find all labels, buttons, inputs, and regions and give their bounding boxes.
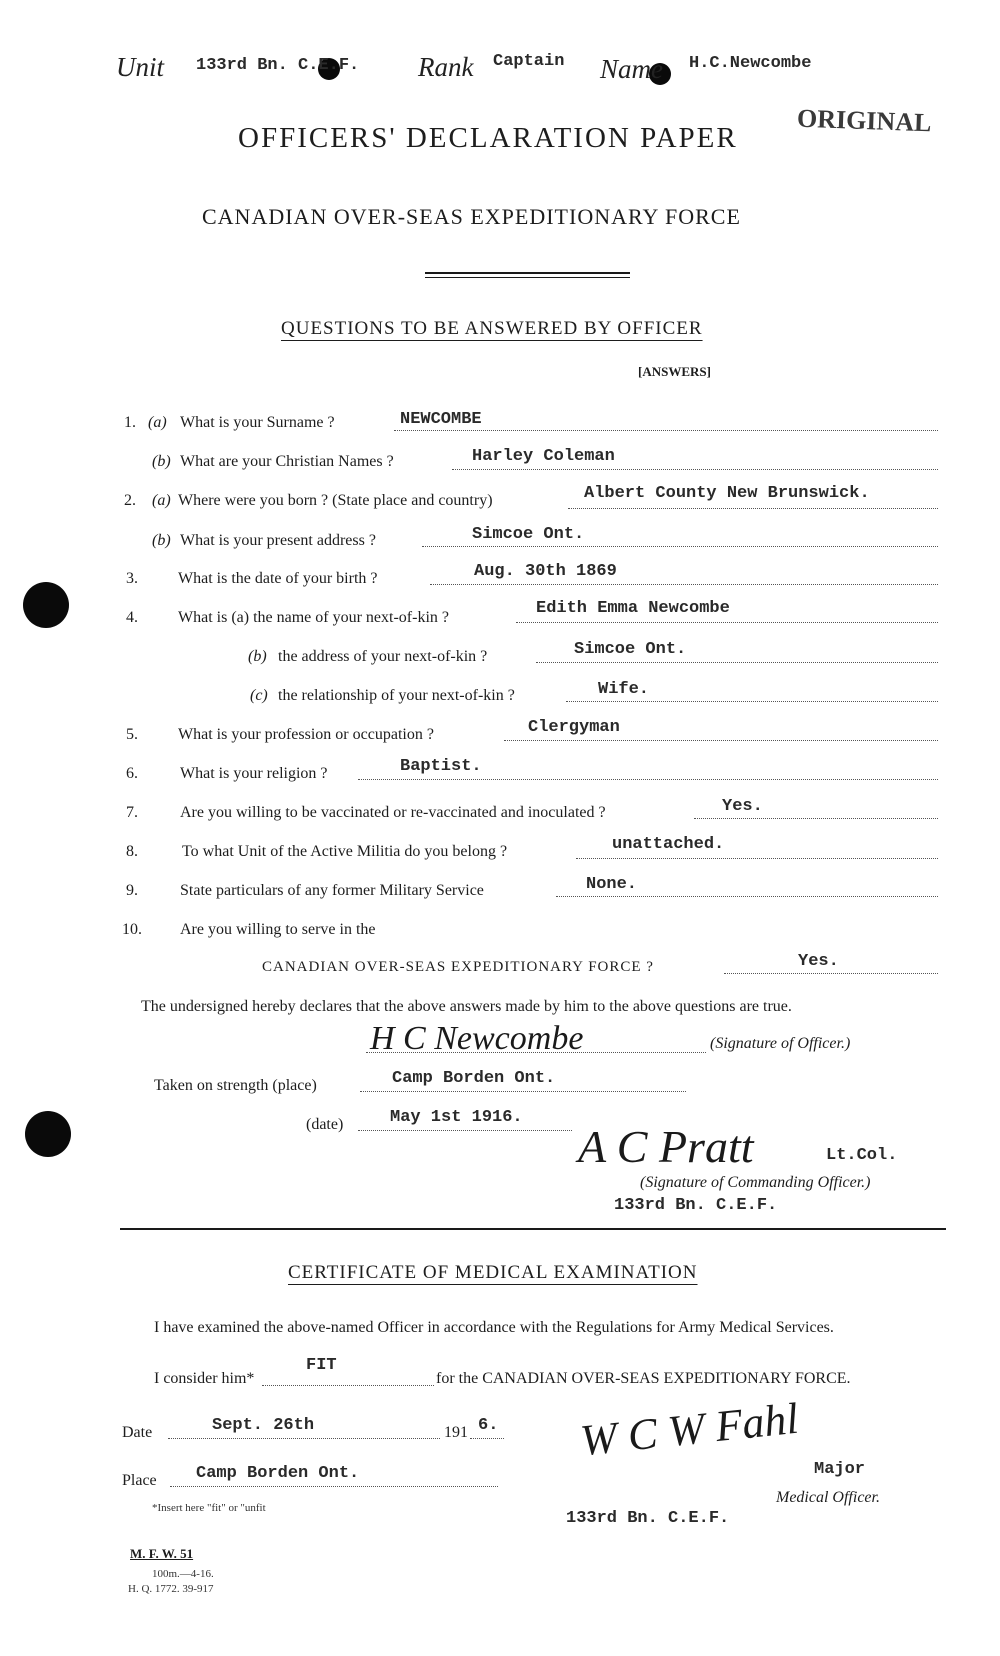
strength-place-line xyxy=(360,1091,686,1092)
exam-place-line xyxy=(170,1486,498,1487)
answer-surname: NEWCOMBE xyxy=(400,410,482,429)
question-num: 8. xyxy=(126,843,138,860)
question-sub: (a) xyxy=(148,414,167,431)
answer-line xyxy=(358,779,938,780)
questions-heading: QUESTIONS TO BE ANSWERED BY OFFICER xyxy=(281,318,703,339)
medical-officer-unit: 133rd Bn. C.E.F. xyxy=(566,1509,730,1528)
answer-address: Simcoe Ont. xyxy=(472,525,585,544)
answer-line xyxy=(694,818,938,819)
exam-year-suffix: 6. xyxy=(478,1416,499,1435)
answer-militia-unit: unattached. xyxy=(612,835,725,854)
name-label: Name xyxy=(600,54,663,84)
answer-kin-address: Simcoe Ont. xyxy=(574,640,687,659)
answer-line xyxy=(724,973,938,974)
question-sub: (b) xyxy=(152,532,171,549)
answer-line xyxy=(430,584,938,585)
co-rank: Lt.Col. xyxy=(826,1146,898,1165)
question-num: 6. xyxy=(126,765,138,782)
officer-signature-label: (Signature of Officer.) xyxy=(710,1035,851,1052)
answer-vaccinated: Yes. xyxy=(722,797,763,816)
unit-value: 133rd Bn. C.E.F. xyxy=(196,56,360,75)
question-num: 3. xyxy=(126,570,138,587)
title-divider-2 xyxy=(425,277,630,278)
question-text: To what Unit of the Active Militia do you belong ? xyxy=(182,843,508,860)
question-num: 5. xyxy=(126,726,138,743)
strength-date-label: (date) xyxy=(306,1116,344,1133)
co-unit: 133rd Bn. C.E.F. xyxy=(614,1196,778,1215)
title-divider-1 xyxy=(425,272,630,274)
answer-line xyxy=(536,662,938,663)
question-sub: (b) xyxy=(152,453,171,470)
answer-line xyxy=(452,469,938,470)
answer-line xyxy=(568,508,938,509)
answer-line xyxy=(516,622,938,623)
name-value: H.C.Newcombe xyxy=(689,54,812,73)
unit-label: Unit xyxy=(116,52,165,82)
answer-line xyxy=(422,546,938,547)
question-text: What are your Christian Names ? xyxy=(180,453,394,470)
consider-suffix: for the CANADIAN OVER-SEAS EXPEDITIONARY FORCE. xyxy=(436,1370,851,1387)
co-signature: A C Pratt xyxy=(578,1121,754,1172)
co-signature-label: (Signature of Commanding Officer.) xyxy=(640,1174,871,1191)
q10-force-line: CANADIAN OVER-SEAS EXPEDITIONARY FORCE ? xyxy=(262,959,654,975)
consider-label: I consider him* xyxy=(154,1370,255,1387)
answer-next-of-kin: Edith Emma Newcombe xyxy=(536,599,730,618)
form-code: M. F. W. 51 xyxy=(130,1546,194,1561)
declaration-text: The undersigned hereby declares that the above answers made by him to the above questions are true. xyxy=(141,998,792,1015)
fit-footnote: *Insert here "fit" or "unfit xyxy=(152,1502,266,1514)
question-text: What is (a) the name of your next-of-kin ? xyxy=(178,609,450,626)
strength-label: Taken on strength (place) xyxy=(154,1077,317,1094)
question-sub: (b) xyxy=(248,648,267,665)
consider-value: FIT xyxy=(306,1356,337,1375)
exam-place-label: Place xyxy=(122,1472,157,1489)
exam-date: Sept. 26th xyxy=(212,1416,315,1435)
medical-heading: CERTIFICATE OF MEDICAL EXAMINATION xyxy=(288,1262,698,1283)
question-sub: (a) xyxy=(152,492,171,509)
medical-officer-label: Medical Officer. xyxy=(776,1489,880,1506)
rank-label: Rank xyxy=(418,52,474,82)
exam-year-line xyxy=(470,1438,504,1439)
question-text: the address of your next-of-kin ? xyxy=(278,648,488,665)
answer-line xyxy=(504,740,938,741)
exam-date-label: Date xyxy=(122,1424,153,1441)
strength-date: May 1st 1916. xyxy=(390,1108,523,1127)
medical-officer-signature: W C W Fahl xyxy=(578,1393,801,1466)
form-hq-ref: H. Q. 1772. 39-917 xyxy=(128,1583,214,1595)
form-print-run: 100m.—4-16. xyxy=(152,1568,214,1580)
question-num: 4. xyxy=(126,609,138,626)
punch-hole-bottom xyxy=(25,1111,71,1157)
answer-line xyxy=(566,701,938,702)
exam-place: Camp Borden Ont. xyxy=(196,1464,360,1483)
exam-date-line xyxy=(168,1438,440,1439)
answer-former-service: None. xyxy=(586,875,638,894)
question-text: the relationship of your next-of-kin ? xyxy=(278,687,515,704)
original-stamp: ORIGINAL xyxy=(796,103,932,138)
strength-date-line xyxy=(358,1130,572,1131)
answer-willing-to-serve: Yes. xyxy=(798,952,839,971)
strength-place: Camp Borden Ont. xyxy=(392,1069,556,1088)
officer-signature: H C Newcombe xyxy=(370,1020,584,1057)
question-num: 10. xyxy=(122,921,142,938)
question-text: State particulars of any former Military Service xyxy=(180,882,484,899)
page-title: OFFICERS' DECLARATION PAPER xyxy=(238,122,738,154)
question-text: What is your religion ? xyxy=(180,765,328,782)
medical-officer-rank: Major xyxy=(814,1460,866,1479)
answer-line xyxy=(576,858,938,859)
question-text: Are you willing to serve in the xyxy=(180,921,376,938)
question-num: 9. xyxy=(126,882,138,899)
answer-religion: Baptist. xyxy=(400,757,482,776)
question-text: Where were you born ? (State place and country) xyxy=(178,492,493,509)
answer-birth-date: Aug. 30th 1869 xyxy=(474,562,617,581)
medical-statement: I have examined the above-named Officer in accordance with the Regulations for Army Medical Services. xyxy=(154,1319,834,1336)
punch-hole-top xyxy=(23,582,69,628)
consider-line xyxy=(262,1385,434,1386)
answer-kin-relationship: Wife. xyxy=(598,680,650,699)
question-text: Are you willing to be vaccinated or re-vaccinated and inoculated ? xyxy=(180,804,606,821)
question-text: What is the date of your birth ? xyxy=(178,570,378,587)
force-title: CANADIAN OVER-SEAS EXPEDITIONARY FORCE xyxy=(202,204,741,229)
answer-profession: Clergyman xyxy=(528,718,620,737)
answer-line xyxy=(394,430,938,431)
answer-birthplace: Albert County New Brunswick. xyxy=(584,484,870,503)
section-divider xyxy=(120,1228,946,1230)
question-text: What is your Surname ? xyxy=(180,414,335,431)
signature-line xyxy=(366,1052,706,1053)
answers-heading: [ANSWERS] xyxy=(638,364,711,379)
rank-value: Captain xyxy=(493,52,565,71)
question-text: What is your profession or occupation ? xyxy=(178,726,434,743)
question-sub: (c) xyxy=(250,687,268,704)
question-num: 2. xyxy=(124,492,136,509)
question-num: 1. xyxy=(124,414,136,431)
question-text: What is your present address ? xyxy=(180,532,376,549)
answer-christian-names: Harley Coleman xyxy=(472,447,615,466)
exam-year-prefix: 191 xyxy=(444,1424,468,1441)
question-num: 7. xyxy=(126,804,138,821)
answer-line xyxy=(556,896,938,897)
